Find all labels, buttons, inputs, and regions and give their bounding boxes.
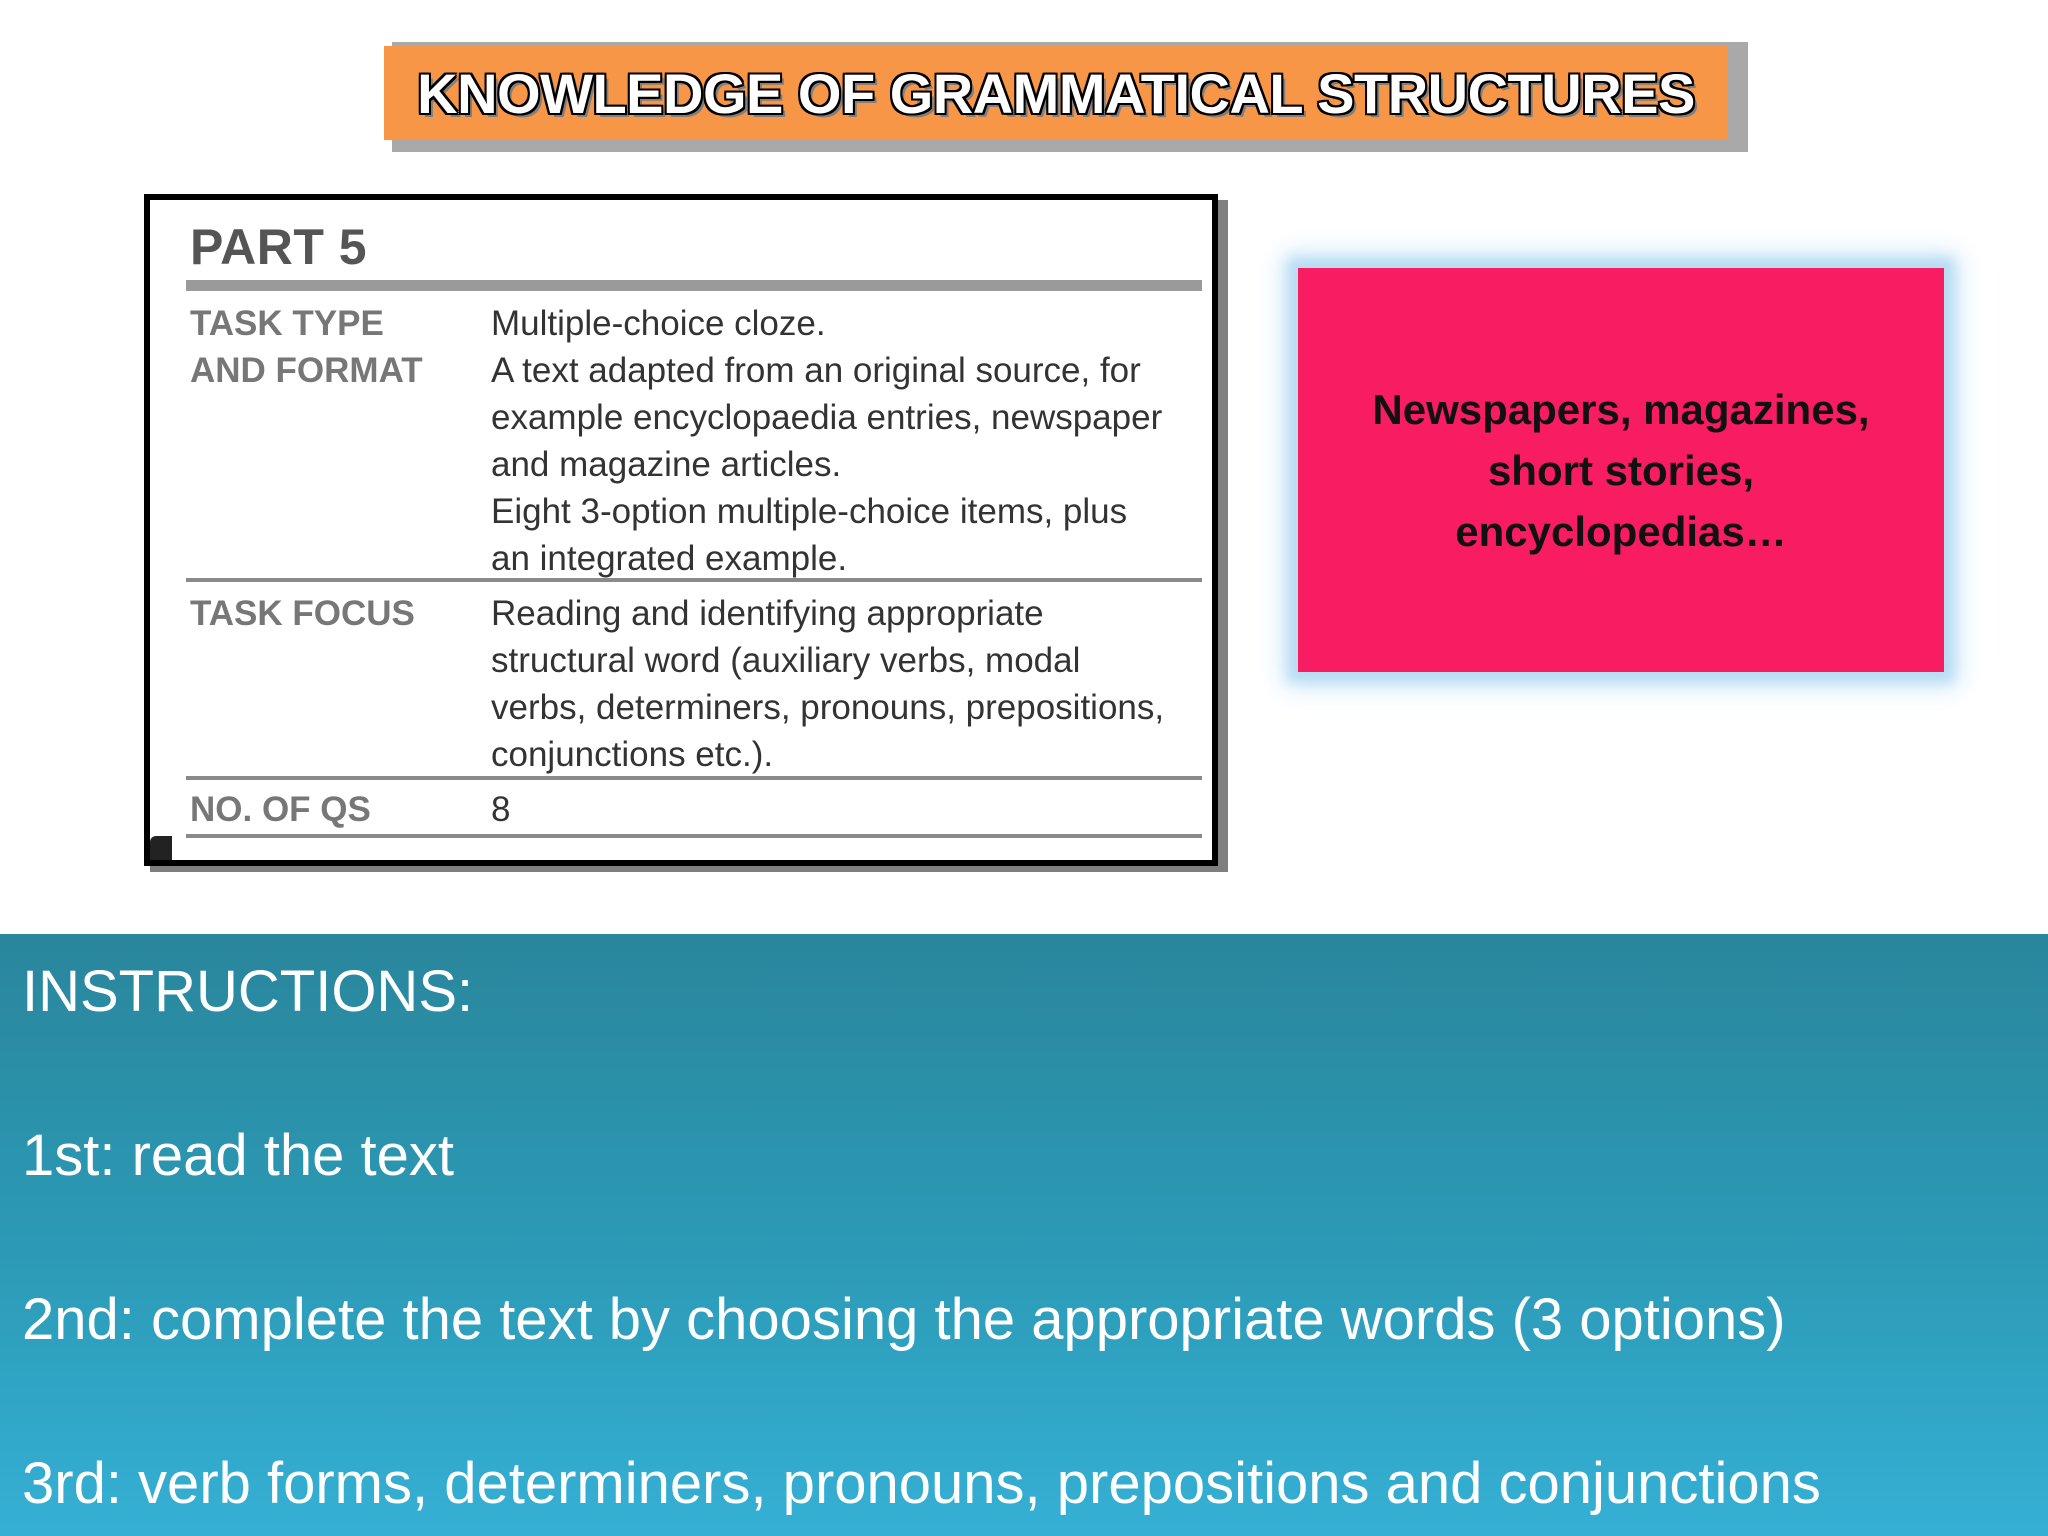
row-body-no-of-qs: 8 xyxy=(491,790,511,829)
instructions-heading: INSTRUCTIONS: xyxy=(22,959,474,1024)
callout-text: Newspapers, magazines, short stories, encyclopedias… xyxy=(1372,385,1870,555)
sources-callout xyxy=(1298,268,1944,672)
instruction-step-2: 2nd: complete the text by choosing the appropriate words (3 options) xyxy=(22,1287,1786,1352)
part5-table-card xyxy=(144,194,1218,866)
heading-divider xyxy=(186,280,1202,291)
row-body-task-focus: Reading and identifying appropriate structural word (auxiliary verbs, modal verbs, determiners, pronouns, prepositions, conjunctions etc.). xyxy=(491,594,1165,774)
row-divider xyxy=(186,776,1202,780)
instruction-step-1: 1st: read the text xyxy=(22,1123,455,1188)
row-label-task-type: TASK TYPE AND FORMAT xyxy=(190,304,423,390)
part-heading: PART 5 xyxy=(190,219,368,275)
instructions-panel xyxy=(0,934,2048,1536)
title-banner xyxy=(384,46,1728,140)
row-divider xyxy=(186,834,1202,838)
row-label-no-of-qs: NO. OF QS xyxy=(190,790,371,829)
card-corner-mark xyxy=(150,836,172,860)
row-body-task-type: Multiple-choice cloze. A text adapted from an original source, for example encyclopaedia entries, newspaper and magazine articles. Eight 3-option multiple-choice items, plus an integrated example. xyxy=(491,304,1163,578)
instruction-step-3: 3rd: verb forms, determiners, pronouns, prepositions and conjunctions xyxy=(22,1451,1821,1516)
row-divider xyxy=(186,578,1202,582)
slide-title: KNOWLEDGE OF GRAMMATICAL STRUCTURES xyxy=(417,61,1695,125)
row-label-task-focus: TASK FOCUS xyxy=(190,594,415,633)
